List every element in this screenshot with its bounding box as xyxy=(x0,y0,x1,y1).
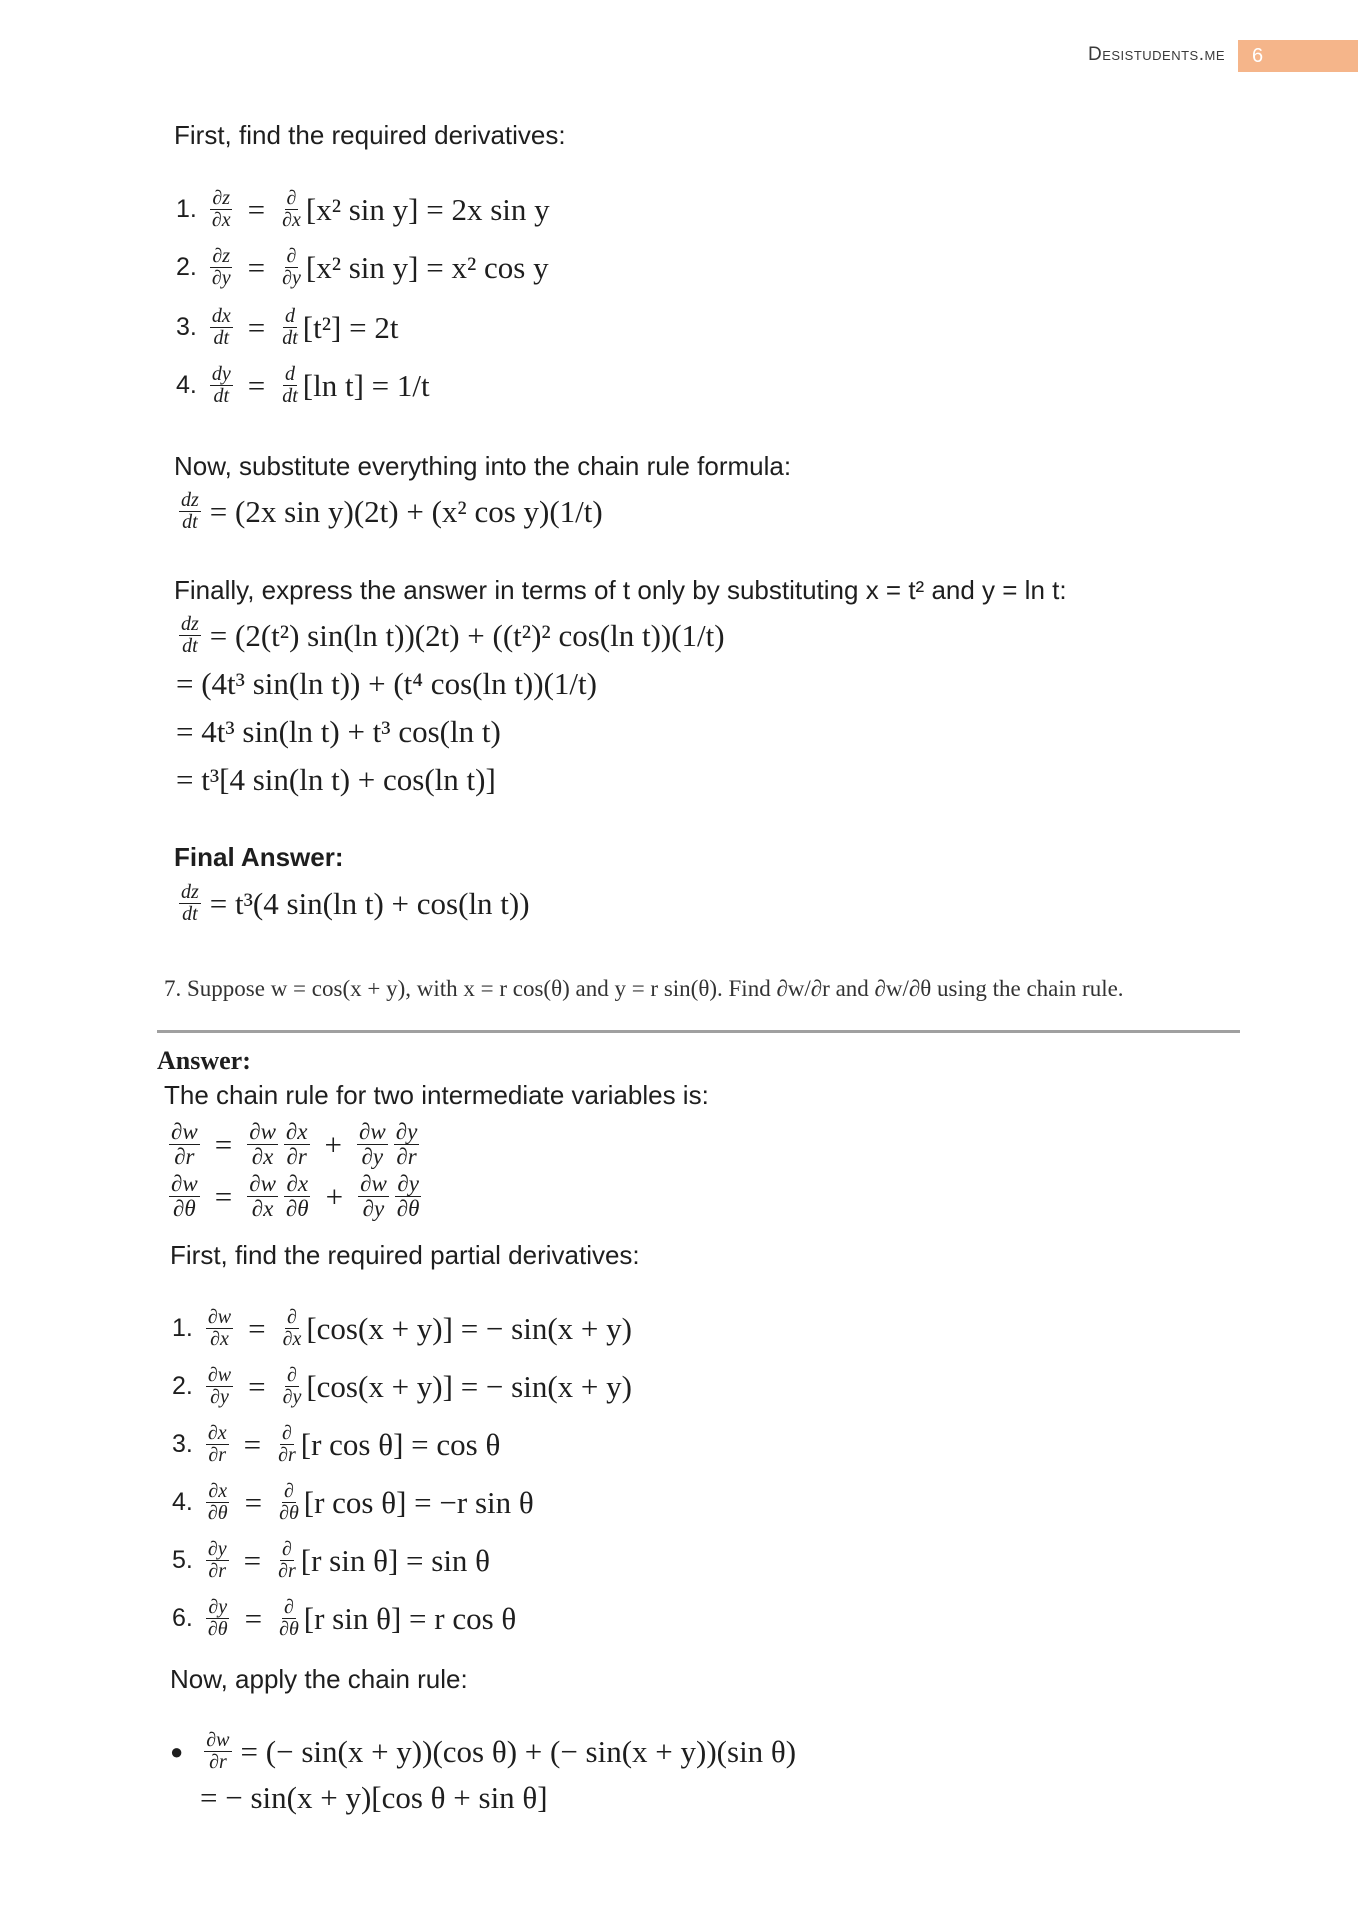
partial-2: 2. $\frac{\partial w}{\partial y}$ = ∂ ∂y [cos(x + y)] = − sin(x + y) xyxy=(172,1364,632,1408)
bullet-icon: ● xyxy=(170,1738,184,1764)
section-divider xyxy=(157,1030,1240,1033)
derivatives-intro: First, find the required derivatives: xyxy=(174,120,566,150)
final-answer-label: Final Answer: xyxy=(174,842,344,872)
answer-label: Answer: xyxy=(157,1046,251,1075)
derivative-4: 4. $\frac{dy}{dt}$ = $\frac{d}{dt}$ [ln t] = 1/t xyxy=(176,363,430,407)
partial-6: 6. $\frac{\partial y}{\partial\theta}$ = ∂ ∂θ [r sin θ] = r cos θ xyxy=(172,1596,517,1640)
bullet-dw-dr-simplified: = − sin(x + y)[cos θ + sin θ] xyxy=(200,1780,548,1815)
site-name: Desistudents.me xyxy=(1087,44,1225,65)
step-3: = 4t³ sin(ln t) + t³ cos(ln t) xyxy=(176,714,501,749)
partial-1: 1. $\frac{\partial w}{\partial x}$ = ∂ ∂x [cos(x + y)] = − sin(x + y) xyxy=(172,1306,632,1350)
substitute-equation: $\frac{dz}{dt}$ = (2x sin y)(2t) + (x² cos y)(1/t) xyxy=(181,489,603,533)
partial-5: 5. $\frac{\partial y}{\partial r}$ = ∂ ∂r [r sin θ] = sin θ xyxy=(172,1538,491,1582)
chain-rule-dr: $\frac{\partial w}{\partial r}$ = $\frac{\partial w}{\partial x}$ ∂x ∂r + $\frac{\partial w}{\partial y}$ ∂y ∂r xyxy=(171,1119,418,1170)
partial-4: 4. $\frac{\partial x}{\partial\theta}$ = ∂ ∂θ [r cos θ] = −r sin θ xyxy=(172,1480,534,1524)
step-2: = (4t³ sin(ln t)) + (t⁴ cos(ln t))(1/t) xyxy=(176,666,597,701)
chain-rule-dtheta: $\frac{\partial w}{\partial\theta}$ = $\frac{\partial w}{\partial x}$ ∂x ∂θ + $\frac{\partial w}{\partial y}$ ∂y ∂θ xyxy=(171,1171,420,1222)
substitute-text: Now, substitute everything into the chain rule formula: xyxy=(174,451,792,481)
derivative-3: 3. $\frac{dx}{dt}$ = $\frac{d}{dt}$ [t²] = 2t xyxy=(176,305,399,349)
step-1: $\frac{dz}{dt}$ = (2(t²) sin(ln t))(2t) + ((t²)² cos(ln t))(1/t) xyxy=(181,613,725,657)
partial-3: 3. $\frac{\partial x}{\partial r}$ = ∂ ∂r [r cos θ] = cos θ xyxy=(172,1422,501,1466)
derivative-2: 2. $\frac{\partial z}{\partial y}$ = ∂ ∂y [x² sin y] = x² cos y xyxy=(176,245,549,289)
page-number: 6 xyxy=(1238,40,1358,72)
question-7: 7. Suppose w = cos(x + y), with x = r cos(θ) and y = r sin(θ). Find ∂w/∂r and ∂w/∂θ using the chain rule. xyxy=(164,976,1124,1001)
chain-rule-intro: The chain rule for two intermediate variables is: xyxy=(164,1080,709,1110)
step-4: = t³[4 sin(ln t) + cos(ln t)] xyxy=(176,762,496,797)
finally-text: Finally, express the answer in terms of t only by substituting x = t² and y = ln t: xyxy=(174,575,1067,605)
apply-chain-text: Now, apply the chain rule: xyxy=(170,1664,468,1694)
bullet-dw-dr: ● $\frac{\partial w}{\partial r}$ = (− sin(x + y))(cos θ) + (− sin(x + y))(sin θ) xyxy=(170,1729,797,1773)
partials-intro: First, find the required partial derivatives: xyxy=(170,1240,640,1270)
derivative-1: 1. $\frac{\partial z}{\partial x}$ = ∂ ∂x [x² sin y] = 2x sin y xyxy=(176,187,550,231)
final-answer-equation: $\frac{dz}{dt}$ = t³(4 sin(ln t) + cos(ln t)) xyxy=(181,881,530,925)
